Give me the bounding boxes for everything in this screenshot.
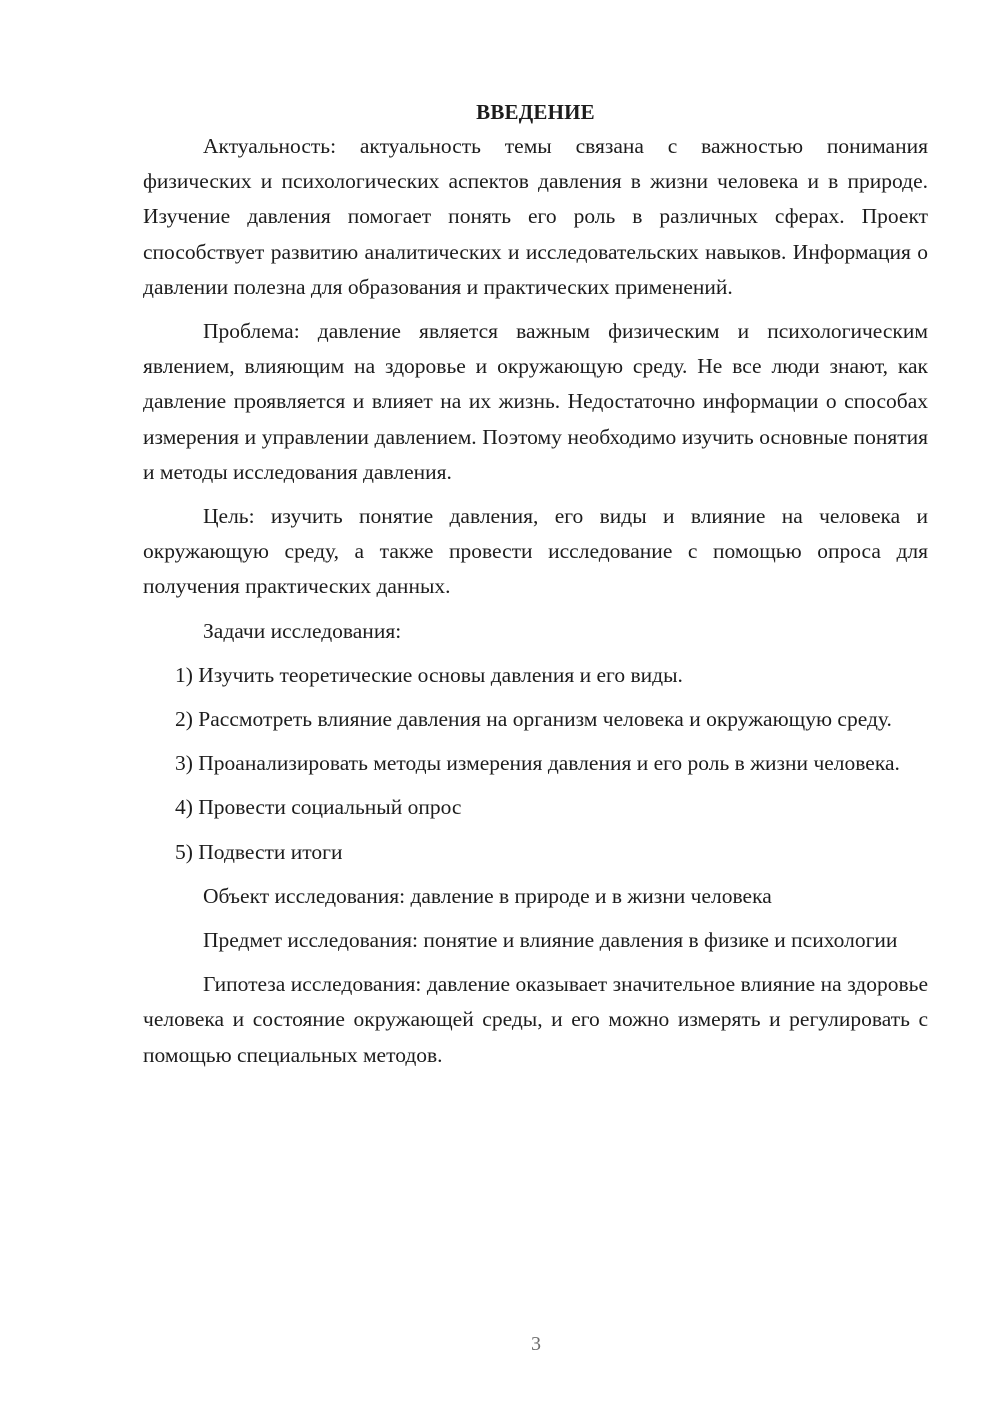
object-paragraph: Объект исследования: давление в природе и в жизни человека <box>203 883 772 908</box>
relevance-paragraph: Актуальность: актуальность темы связана с важностью понимания физических и психологических аспектов давления в жизни человека и в природе. Изучение давления помогает понять его роль в различных сферах. Проект способствует развитию аналитических и исследовательских навыков. Информация о давлении полезна для образования и практических применений. <box>143 134 928 299</box>
hypothesis-paragraph: Гипотеза исследования: давление оказывает значительное влияние на здоровье человека и состояние окружающей среды, и его можно измерять и регулировать с помощью специальных методов. <box>143 972 928 1067</box>
task-item-4: 4) Провести социальный опрос <box>175 795 462 820</box>
task-item-5: 5) Подвести итоги <box>175 839 343 864</box>
page-number: 3 <box>531 1333 541 1355</box>
task-item-2: 2) Рассмотреть влияние давления на организм человека и окружающую среду. <box>175 707 892 732</box>
task-item-1: 1) Изучить теоретические основы давления и его виды. <box>175 662 683 687</box>
subject-paragraph: Предмет исследования: понятие и влияние давления в физике и психологии <box>203 928 898 953</box>
tasks-heading: Задачи исследования: <box>203 618 402 643</box>
problem-paragraph: Проблема: давление является важным физическим и психологическим явлением, влияющим на здоровье и окружающую среду. Не все люди знают, как давление проявляется и влияет на их жизнь. Недостаточно информации о способах измерения и управлении давлением. Поэтому необходимо изучить основные понятия и методы исследования давления. <box>143 319 928 484</box>
task-item-3: 3) Проанализировать методы измерения давления и его роль в жизни человека. <box>175 751 900 776</box>
document-page <box>143 96 928 1073</box>
goal-paragraph: Цель: изучить понятие давления, его виды и влияние на человека и окружающую среду, а также провести исследование с помощью опроса для получения практических данных. <box>143 504 928 599</box>
page-title: ВВЕДЕНИЕ <box>476 100 595 124</box>
